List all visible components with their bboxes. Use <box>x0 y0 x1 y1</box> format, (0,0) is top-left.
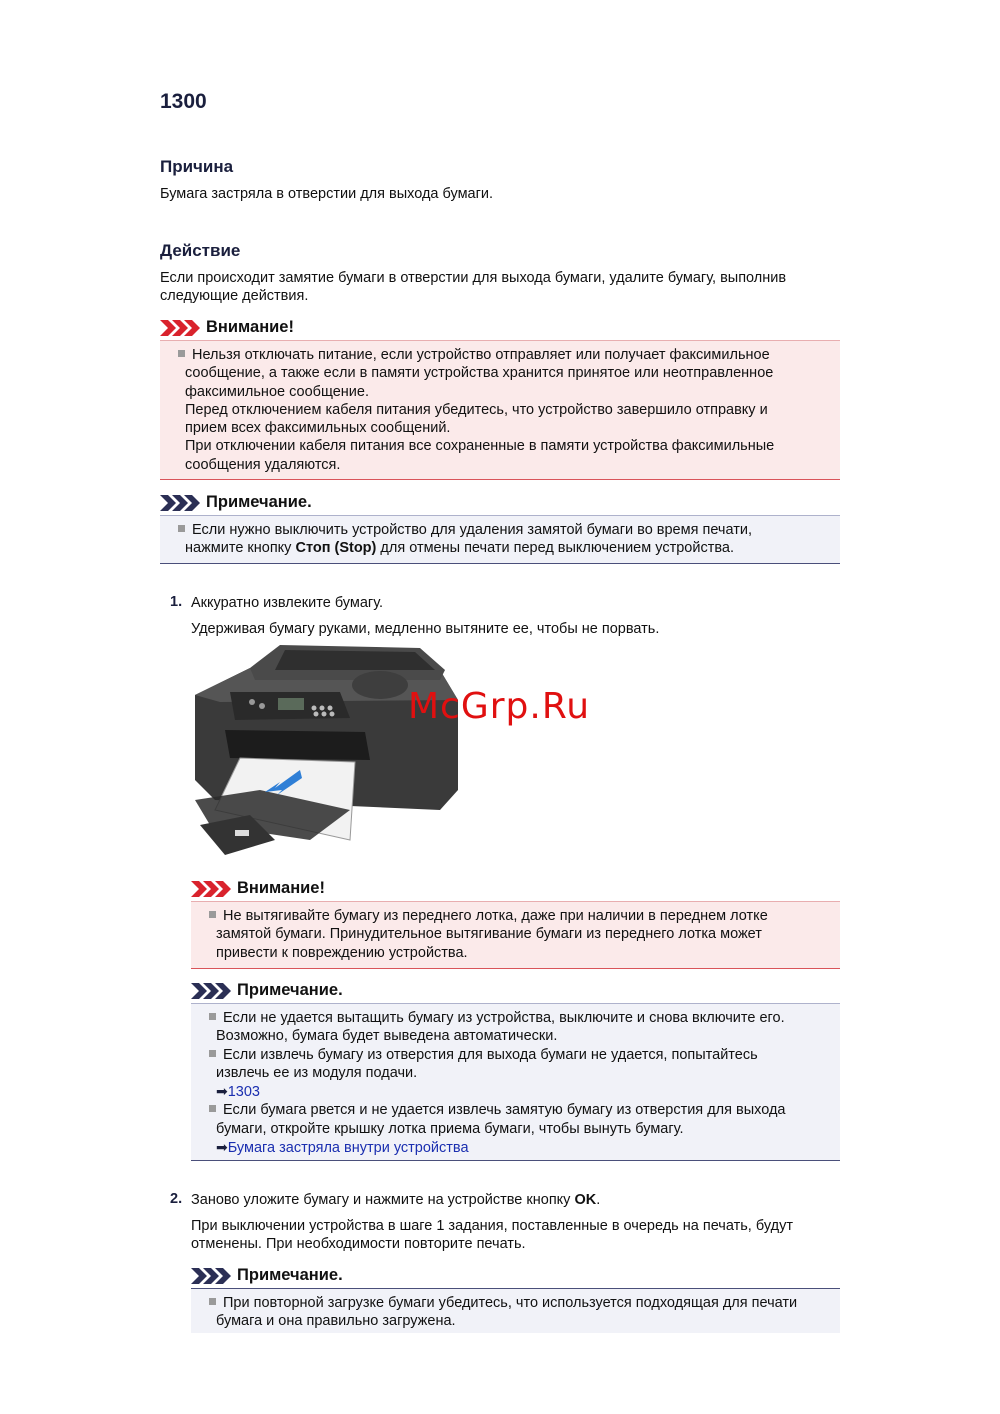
note-header <box>160 493 840 515</box>
step-description-2: При выключении устройства в шаге 1 задания, поставленные в очередь на печать, будут отменены. При необходимости повторите печать. <box>191 1218 793 1253</box>
note-header-2 <box>191 981 840 1003</box>
note-arrows-icon <box>160 494 202 512</box>
arrow-right-icon: ➡ <box>216 1083 228 1100</box>
step-description: Удерживая бумагу руками, медленно вытяните ее, чтобы не порвать. <box>191 621 660 637</box>
note-box-2 <box>191 1003 840 1161</box>
note-box <box>160 515 840 564</box>
step-number: 1. <box>170 594 183 610</box>
note-text-2: Если не удается вытащить бумагу из устройства, выключите и снова включите его. Возможно, бумага будет выведена автоматически. Если извлечь бумагу из отверстия для выхода бумаги не удается, попытайтесь извлечь ее из модуля подачи. ➡1303 Если бумага рвется и не удается извлечь замятую бумагу из отверстия для выхода бумаги, откройте крышку лотка приема бумаги, чтобы вынуть бумагу. ➡Бумага застряла внутри устройства <box>209 1009 785 1157</box>
note-box-3 <box>191 1288 840 1333</box>
caution-header-2 <box>191 879 840 901</box>
step-title: Аккуратно извлеките бумагу. <box>191 595 384 611</box>
note-header-3 <box>191 1266 840 1288</box>
caution-header <box>160 318 840 340</box>
step-title-2: Заново уложите бумагу и нажмите на устройстве кнопку OK. <box>191 1192 601 1208</box>
action-text: Если происходит замятие бумаги в отверстии для выхода бумаги, удалите бумагу, выполнив следующие действия. <box>160 270 787 305</box>
note-arrows-icon <box>191 982 233 1000</box>
watermark-text: McGrp.Ru <box>408 686 591 727</box>
bullet-icon <box>209 1298 216 1305</box>
caution-text-2: Не вытягивайте бумагу из переднего лотка, даже при наличии в переднем лотке замятой бумаги. Принудительное вытягивание бумаги из переднего лотка может привести к повреждению устройства. <box>209 907 768 962</box>
bullet-icon <box>178 350 185 357</box>
note-label: Примечание. <box>206 493 312 511</box>
bullet-icon <box>209 1050 216 1057</box>
caution-text: Нельзя отключать питание, если устройство отправляет или получает факсимильное сообщение, а также если в памяти устройства хранится принятое или неотправленное факсимильное сообщение. Перед отключением кабеля питания убедитесь, что устройство завершило отправку и прием всех факсимильных сообщений. При отключении кабеля питания все сохраненные в памяти устройства факсимильные сообщения удаляются. <box>178 346 774 474</box>
note-arrows-icon <box>191 1267 233 1285</box>
caution-arrows-icon <box>191 880 233 898</box>
printer-illustration <box>190 640 610 860</box>
cause-heading: Причина <box>160 157 234 176</box>
bullet-icon <box>178 525 185 532</box>
page-title: 1300 <box>160 90 207 113</box>
caution-box <box>160 340 840 480</box>
caution-box-2 <box>191 901 840 969</box>
caution-label: Внимание! <box>206 318 294 336</box>
note-text-3: При повторной загрузке бумаги убедитесь, что используется подходящая для печати бумага и она правильно загружена. <box>209 1294 797 1331</box>
bullet-icon <box>209 1013 216 1020</box>
action-heading: Действие <box>160 241 241 260</box>
step-number-2: 2. <box>170 1191 183 1207</box>
note-text: Если нужно выключить устройство для удаления замятой бумаги во время печати, нажмите кнопку Стоп (Stop) для отмены печати перед выключением устройства. <box>178 521 752 558</box>
bullet-icon <box>209 911 216 918</box>
caution-arrows-icon <box>160 319 202 337</box>
arrow-right-icon: ➡ <box>216 1139 228 1156</box>
link-paper-jam-inside[interactable]: Бумага застряла внутри устройства <box>227 1140 469 1157</box>
caution-label: Внимание! <box>237 879 325 897</box>
bullet-icon <box>209 1105 216 1112</box>
link-1303[interactable]: 1303 <box>227 1084 260 1101</box>
note-label: Примечание. <box>237 1266 343 1284</box>
cause-text: Бумага застряла в отверстии для выхода бумаги. <box>160 186 494 202</box>
note-label: Примечание. <box>237 981 343 999</box>
